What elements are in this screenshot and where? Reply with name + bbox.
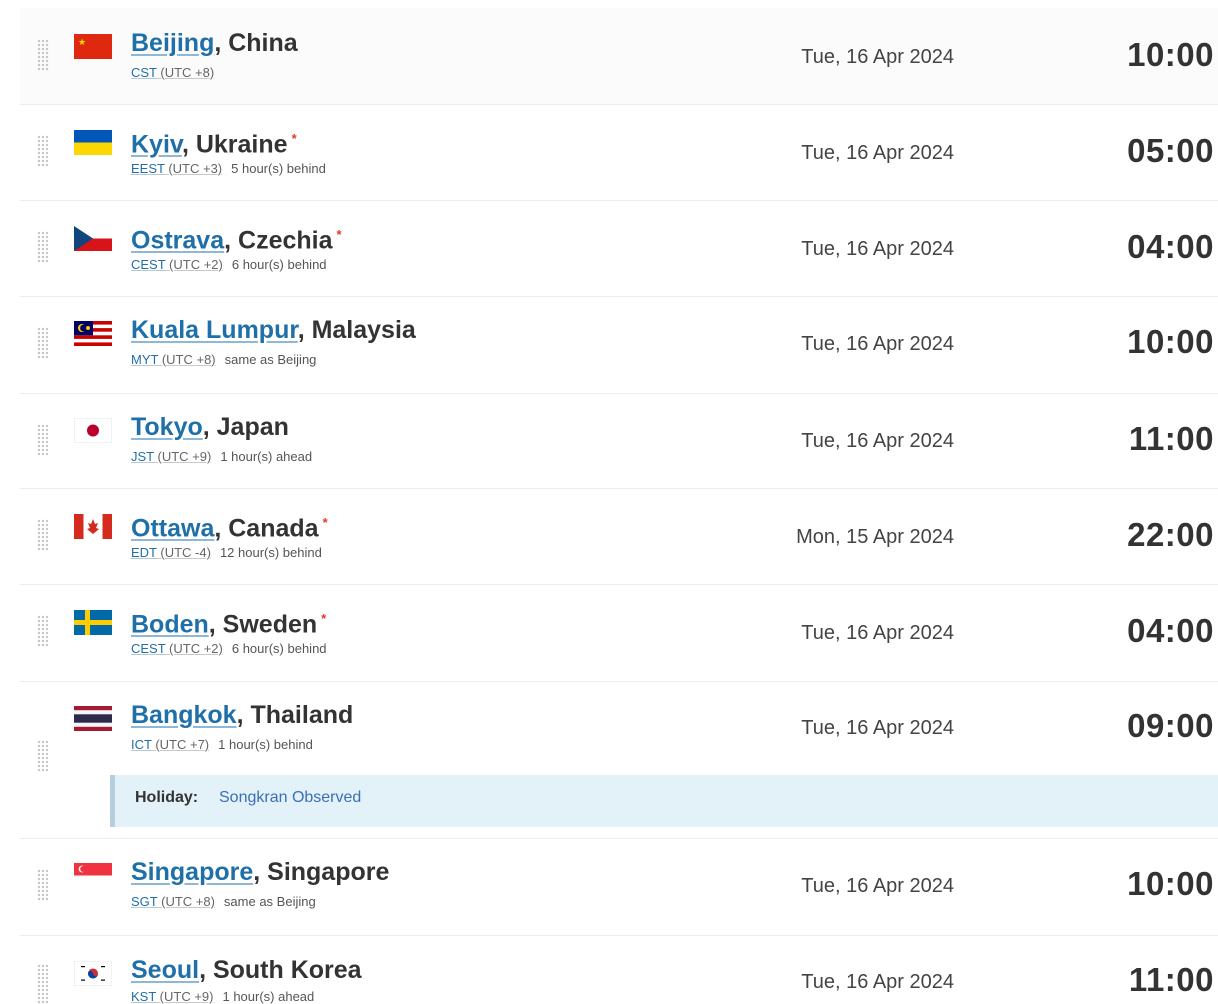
timezone-abbr-link[interactable]: SGT — [131, 894, 158, 909]
malaysia-flag-icon — [74, 321, 112, 346]
time-label: 10:00 — [1127, 323, 1214, 360]
timezone-abbr-link[interactable]: EDT — [131, 545, 157, 560]
country-name: , Sweden — [208, 610, 318, 639]
drag-handle-icon[interactable] — [37, 869, 49, 901]
time-label: 22:00 — [1127, 516, 1214, 553]
holiday-link[interactable]: Songkran Observed — [219, 789, 362, 806]
czechia-flag-icon — [74, 226, 112, 251]
date-label: Tue, 16 Apr 2024 — [801, 142, 954, 164]
timezone-abbr-link[interactable]: ICT — [131, 737, 152, 752]
clock-row-seoul[interactable] — [20, 936, 1218, 1004]
timezone-abbr-link[interactable]: CEST — [131, 641, 166, 656]
sweden-flag-icon — [74, 610, 112, 635]
country-name: , Malaysia — [297, 316, 416, 344]
clock-row-beijing[interactable] — [20, 8, 1218, 105]
country-name: , Ukraine — [181, 130, 288, 159]
country-name: , Japan — [202, 413, 289, 441]
time-label: 04:00 — [1127, 612, 1214, 649]
date-label: Tue, 16 Apr 2024 — [801, 717, 954, 739]
time-label: 11:00 — [1128, 420, 1214, 457]
dst-marker: * — [291, 131, 297, 146]
country-name: , China — [214, 29, 298, 57]
clock-row-kyiv[interactable] — [20, 105, 1218, 201]
city-link[interactable]: Seoul — [131, 956, 200, 984]
time-label: 05:00 — [1127, 132, 1214, 169]
drag-handle-icon[interactable] — [37, 615, 49, 647]
singapore-flag-icon — [74, 863, 112, 888]
country-name: , Canada — [214, 514, 319, 543]
drag-handle-icon[interactable] — [37, 39, 49, 71]
dst-marker: * — [336, 227, 342, 242]
japan-flag-icon — [74, 418, 112, 443]
city-link[interactable]: Boden — [131, 610, 209, 639]
date-label: Tue, 16 Apr 2024 — [801, 430, 954, 452]
country-name: , South Korea — [199, 956, 362, 984]
thailand-flag-icon — [74, 706, 112, 731]
relative-offset: 6 hour(s) behind — [231, 257, 327, 272]
utc-offset: (UTC +9) — [156, 989, 214, 1004]
utc-offset: (UTC +8) — [158, 352, 216, 367]
drag-handle-icon[interactable] — [37, 740, 49, 772]
timezone-abbr-link[interactable]: EEST — [131, 161, 165, 176]
utc-offset: (UTC +7) — [151, 737, 210, 752]
utc-offset: (UTC +9) — [153, 449, 212, 464]
timezone-abbr-link[interactable]: JST — [131, 449, 154, 464]
date-label: Tue, 16 Apr 2024 — [801, 46, 954, 68]
dst-marker: * — [322, 515, 328, 530]
relative-offset: 1 hour(s) behind — [218, 737, 313, 752]
city-link[interactable]: Tokyo — [131, 413, 203, 441]
country-name: , Czechia — [224, 226, 333, 255]
drag-handle-icon[interactable] — [37, 327, 49, 359]
city-link[interactable]: Ostrava — [131, 226, 225, 255]
clock-row-kuala-lumpur[interactable] — [20, 297, 1218, 394]
utc-offset: (UTC -4) — [156, 545, 211, 560]
clock-row-ottawa[interactable] — [20, 489, 1218, 585]
timezone-abbr-link[interactable]: CEST — [131, 257, 166, 272]
svg-text:★: ★ — [78, 38, 87, 48]
utc-offset: (UTC +2) — [165, 257, 223, 272]
drag-handle-icon[interactable] — [37, 964, 49, 1004]
date-label: Tue, 16 Apr 2024 — [801, 333, 954, 355]
time-label: 04:00 — [1127, 228, 1214, 265]
time-label: 09:00 — [1127, 707, 1214, 744]
clock-row-boden[interactable] — [20, 585, 1218, 682]
timezone-abbr-link[interactable]: MYT — [131, 352, 159, 367]
relative-offset: same as Beijing — [224, 352, 317, 367]
city-link[interactable]: Ottawa — [131, 514, 215, 543]
date-label: Tue, 16 Apr 2024 — [801, 238, 954, 260]
time-label: 10:00 — [1127, 865, 1214, 902]
timezone-abbr-link[interactable]: KST — [131, 989, 157, 1004]
date-label: Tue, 16 Apr 2024 — [801, 971, 954, 993]
ukraine-flag-icon — [74, 130, 112, 155]
drag-handle-icon[interactable] — [37, 519, 49, 551]
time-label: 10:00 — [1127, 36, 1214, 73]
clock-row-singapore[interactable] — [20, 839, 1218, 936]
date-label: Mon, 15 Apr 2024 — [796, 526, 954, 548]
holiday-banner — [110, 775, 1218, 827]
utc-offset: (UTC +2) — [165, 641, 223, 656]
holiday-label: Holiday: — [135, 789, 199, 806]
city-link[interactable]: Beijing — [131, 29, 215, 57]
clock-row-tokyo[interactable] — [20, 394, 1218, 489]
date-label: Tue, 16 Apr 2024 — [801, 622, 954, 644]
relative-offset: 12 hour(s) behind — [219, 545, 322, 560]
timezone-abbr-link[interactable]: CST — [131, 65, 157, 80]
city-link[interactable]: Bangkok — [131, 701, 237, 729]
city-link[interactable]: Kuala Lumpur — [131, 316, 298, 344]
country-name: , Singapore — [253, 858, 390, 886]
south-korea-flag-icon — [74, 961, 112, 986]
relative-offset: same as Beijing — [223, 894, 316, 909]
clock-row-bangkok[interactable] — [20, 682, 1218, 839]
country-name: , Thailand — [236, 701, 354, 729]
china-flag-icon — [74, 34, 112, 59]
date-label: Tue, 16 Apr 2024 — [801, 875, 954, 897]
relative-offset: 1 hour(s) ahead — [222, 989, 315, 1004]
relative-offset: 1 hour(s) ahead — [220, 449, 313, 464]
drag-handle-icon[interactable] — [37, 135, 49, 167]
relative-offset: 5 hour(s) behind — [231, 161, 326, 176]
drag-handle-icon[interactable] — [37, 424, 49, 456]
utc-offset: (UTC +8) — [157, 894, 215, 909]
clock-row-ostrava[interactable] — [20, 201, 1218, 297]
utc-offset: (UTC +8) — [156, 65, 215, 80]
dst-marker: * — [321, 611, 327, 626]
relative-offset: 6 hour(s) behind — [231, 641, 327, 656]
canada-flag-icon — [74, 514, 112, 539]
city-link[interactable]: Singapore — [131, 858, 254, 886]
city-link[interactable]: Kyiv — [131, 130, 182, 159]
time-label: 11:00 — [1128, 961, 1214, 998]
utc-offset: (UTC +3) — [164, 161, 223, 176]
drag-handle-icon[interactable] — [37, 231, 49, 263]
